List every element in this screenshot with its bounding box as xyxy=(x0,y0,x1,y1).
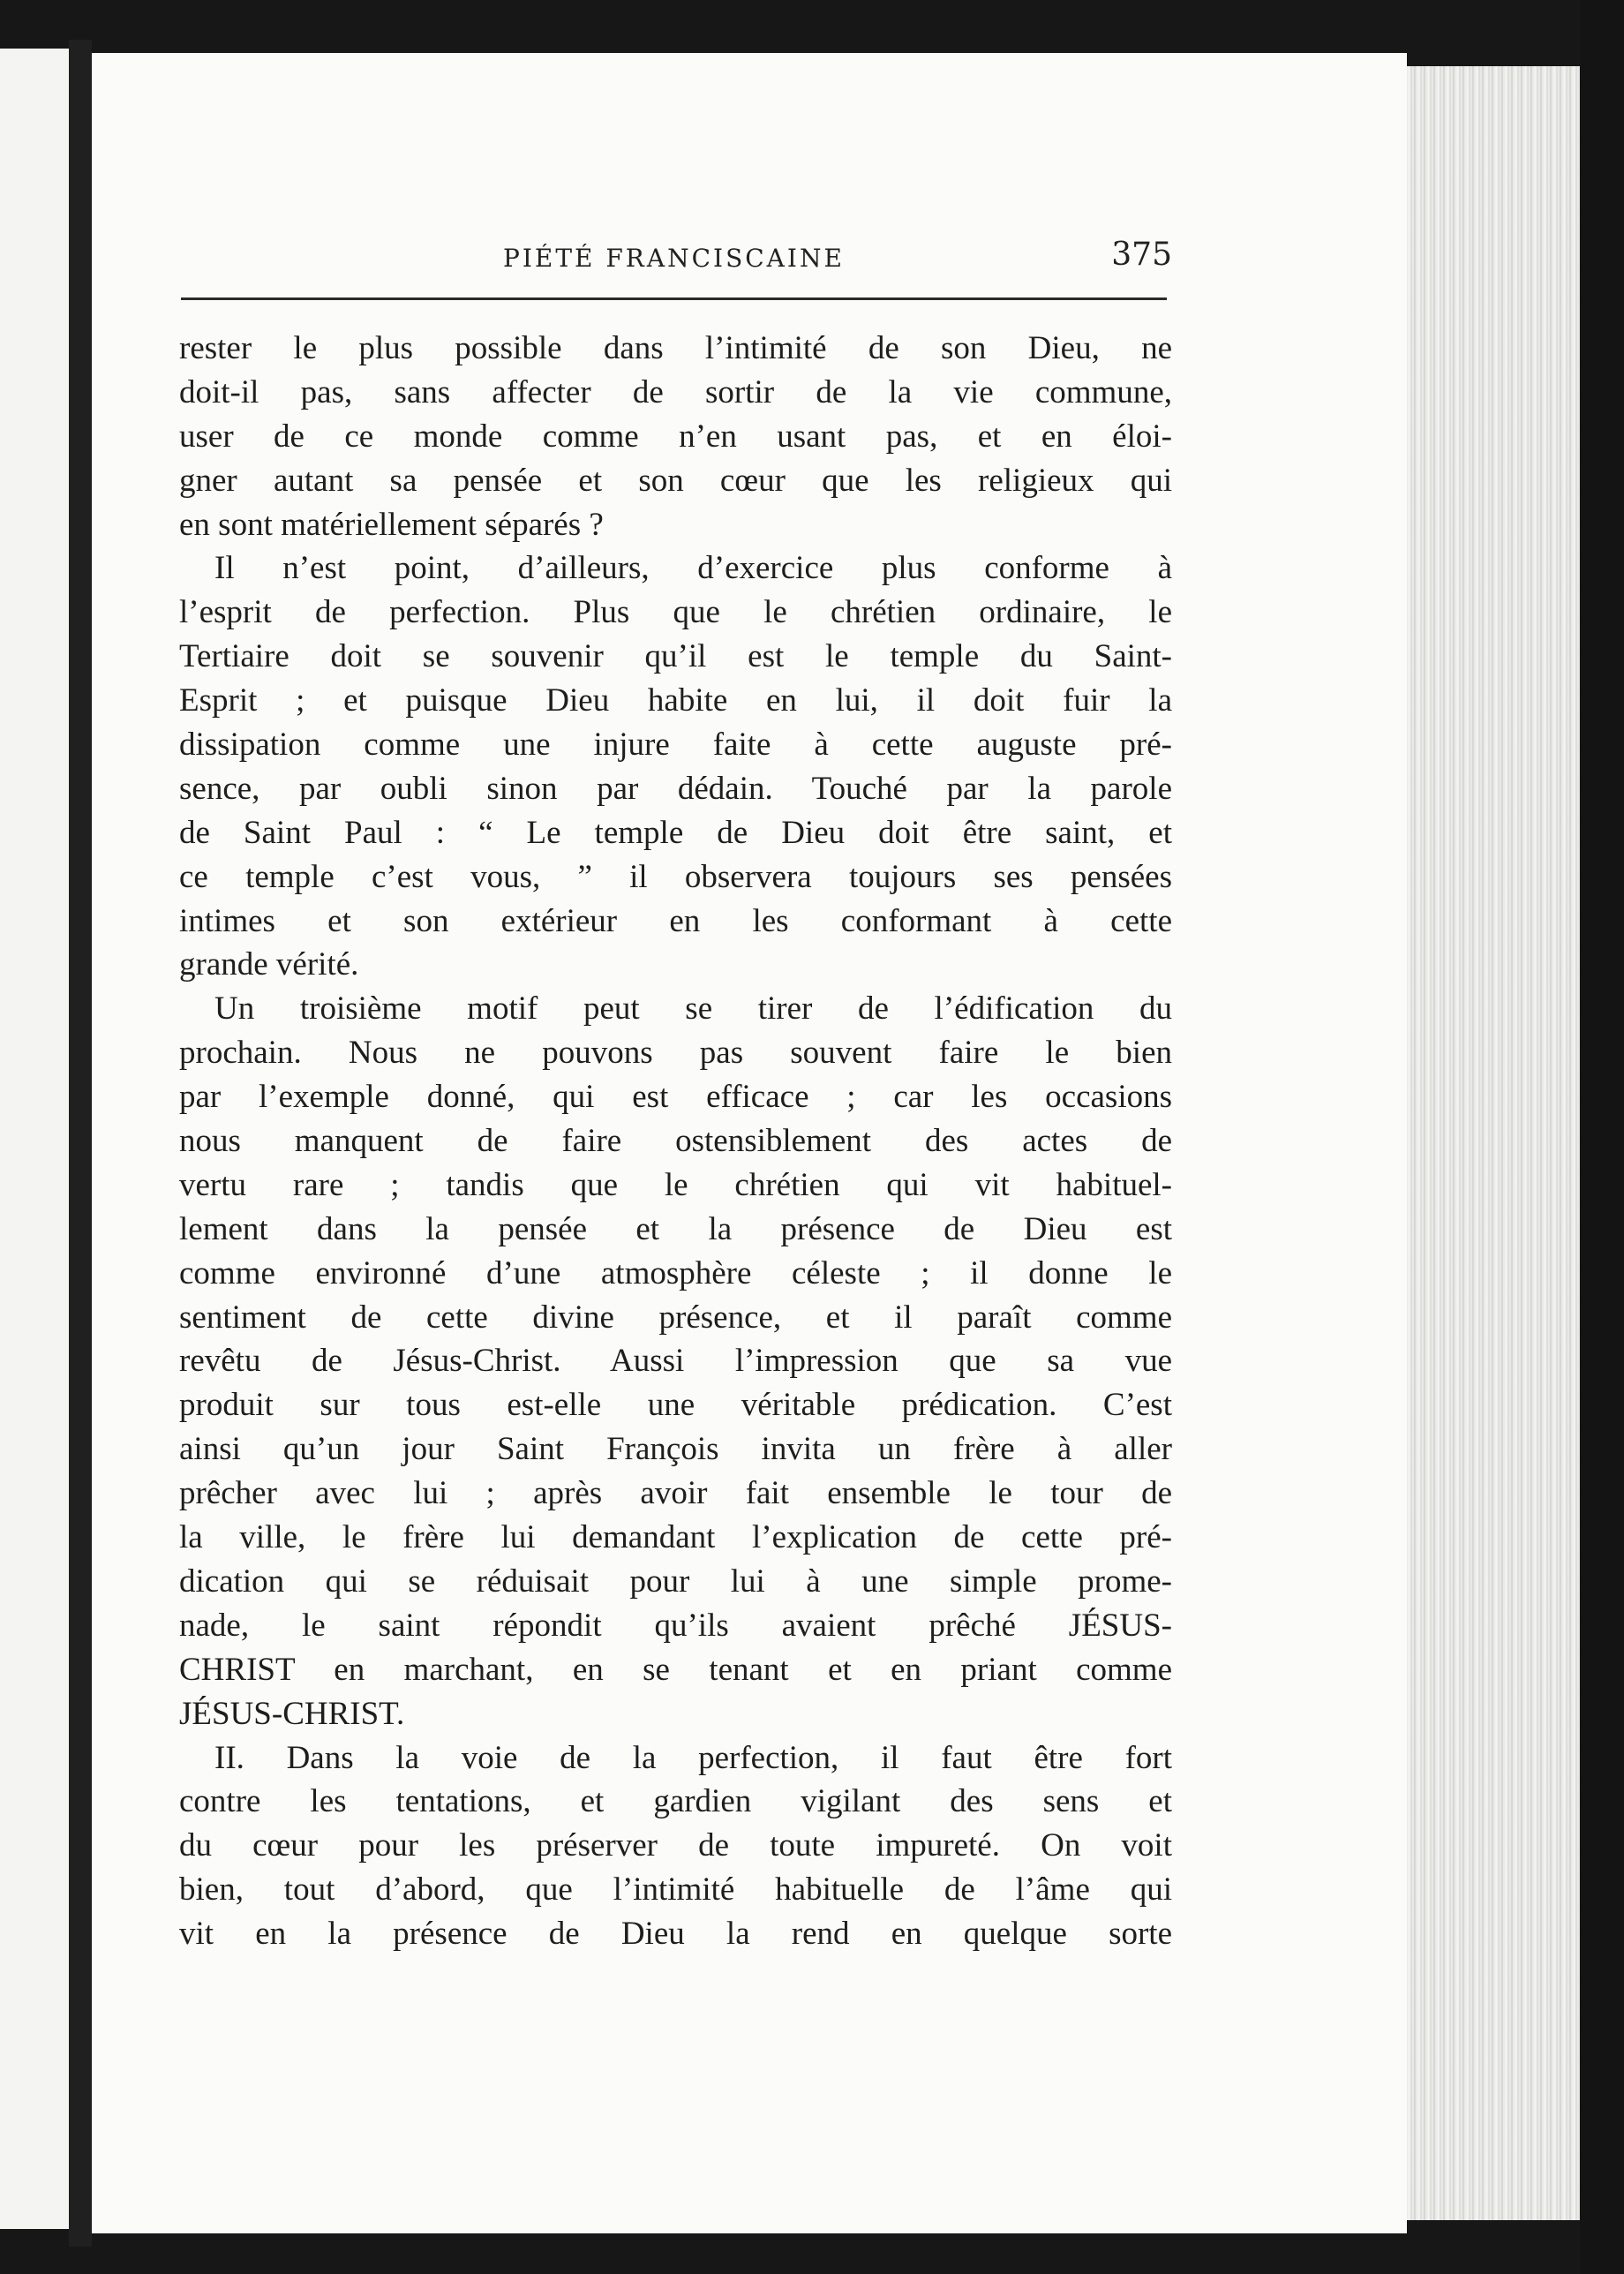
text-line: prêcher avec lui ; après avoir fait ensemble le tour de xyxy=(179,1475,1172,1512)
text-line: revêtu de Jésus-Christ. Aussi l’impression que sa vue xyxy=(179,1343,1172,1380)
text-line: doit-il pas, sans affecter de sortir de la vie commune, xyxy=(179,373,1172,410)
text-line: vertu rare ; tandis que le chrétien qui vit habituel- xyxy=(179,1166,1172,1203)
text-line: sence, par oubli sinon par dédain. Touché par la parole xyxy=(179,770,1172,807)
running-title: PIÉTÉ FRANCISCAINE xyxy=(503,244,845,273)
text-line: gner autant sa pensée et son cœur que les religieux qui xyxy=(179,462,1172,499)
text-line: sentiment de cette divine présence, et il paraît comme xyxy=(179,1299,1172,1336)
text-line: comme environné d’une atmosphère céleste ; il donne le xyxy=(179,1254,1172,1291)
text-line: lement dans la pensée et la présence de Dieu est xyxy=(179,1210,1172,1247)
scan-right-border xyxy=(1580,0,1624,2274)
text-line: ce temple c’est vous, ” il observera toujours ses pensées xyxy=(179,858,1172,895)
text-line: JÉSUS-CHRIST. xyxy=(179,1695,405,1732)
text-line: la ville, le frère lui demandant l’explication de cette pré- xyxy=(179,1519,1172,1556)
page-number: 375 xyxy=(1111,237,1172,273)
text-line: par l’exemple donné, qui est efficace ; car les occasions xyxy=(179,1079,1172,1116)
text-line: user de ce monde comme n’en usant pas, et en éloi- xyxy=(179,418,1172,455)
body-text xyxy=(179,327,1172,1956)
page-stack-edge xyxy=(1407,66,1580,2220)
text-line: produit sur tous est-elle une véritable prédication. C’est xyxy=(179,1387,1172,1424)
text-line: Un troisième motif peut se tirer de l’édification du xyxy=(214,990,1172,1028)
text-line: ainsi qu’un jour Saint François invita un frère à aller xyxy=(179,1431,1172,1468)
header-rule xyxy=(181,297,1167,300)
text-line: bien, tout d’abord, que l’intimité habituelle de l’âme qui xyxy=(179,1871,1172,1909)
text-line: de Saint Paul : “ Le temple de Dieu doit être saint, et xyxy=(179,814,1172,851)
text-line: dication qui se réduisait pour lui à une simple prome- xyxy=(179,1562,1172,1600)
text-line: II. Dans la voie de la perfection, il faut être fort xyxy=(214,1739,1172,1776)
text-line: Il n’est point, d’ailleurs, d’exercice plus conforme à xyxy=(214,550,1172,587)
text-line: du cœur pour les préserver de toute impureté. On voit xyxy=(179,1827,1172,1864)
book-gutter xyxy=(69,40,92,2247)
previous-page-edge xyxy=(0,49,71,2229)
text-line: Esprit ; et puisque Dieu habite en lui, il doit fuir la xyxy=(179,682,1172,719)
text-line: nous manquent de faire ostensiblement des actes de xyxy=(179,1123,1172,1160)
text-line: CHRIST en marchant, en se tenant et en priant comme xyxy=(179,1651,1172,1688)
text-line: prochain. Nous ne pouvons pas souvent faire le bien xyxy=(179,1035,1172,1072)
text-line: grande vérité. xyxy=(179,946,359,983)
text-line: contre les tentations, et gardien vigilant des sens et xyxy=(179,1783,1172,1820)
text-line: rester le plus possible dans l’intimité de son Dieu, ne xyxy=(179,330,1172,366)
text-line: nade, le saint répondit qu’ils avaient prêché JÉSUS- xyxy=(179,1607,1172,1644)
text-line: l’esprit de perfection. Plus que le chrétien ordinaire, le xyxy=(179,594,1172,631)
text-line: en sont matériellement séparés ? xyxy=(179,506,604,543)
text-line: vit en la présence de Dieu la rend en quelque sorte xyxy=(179,1916,1172,1953)
text-line: Tertiaire doit se souvenir qu’il est le temple du Saint- xyxy=(179,638,1172,675)
page-header xyxy=(177,237,1172,281)
text-line: dissipation comme une injure faite à cette auguste pré- xyxy=(179,727,1172,764)
text-line: intimes et son extérieur en les conformant à cette xyxy=(179,902,1172,939)
